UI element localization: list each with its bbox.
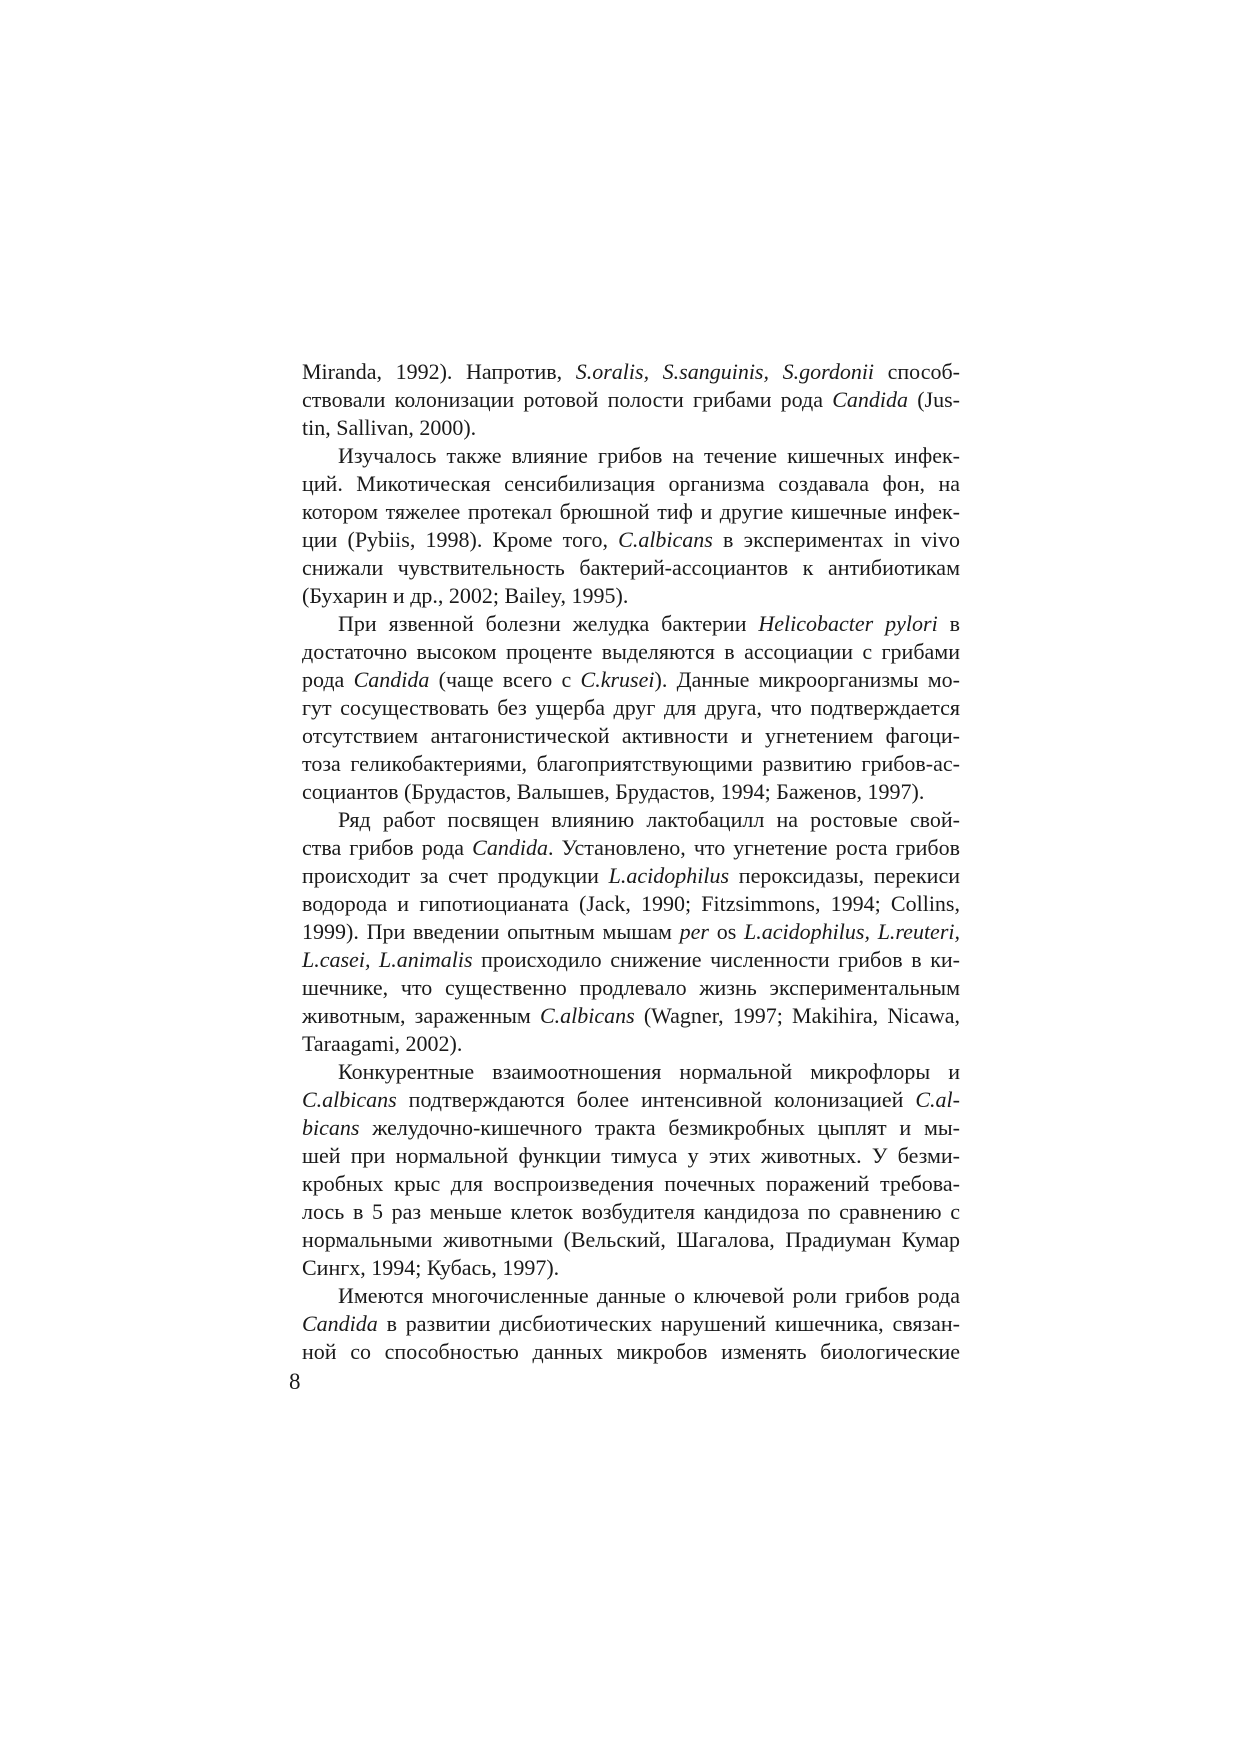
- text-line: ной со способностью данных микробов изменять биологические: [302, 1339, 960, 1364]
- text-line: происходит за счет продукции L.acidophilus пероксидазы, перекиси: [302, 863, 960, 888]
- text-line: шей при нормальной функции тимуса у этих животных. У безми-: [302, 1143, 960, 1168]
- text-line: Конкурентные взаимоотношения нормальной микрофлоры и: [338, 1059, 960, 1084]
- text-line: При язвенной болезни желудка бактерии Helicobacter pylori в: [338, 611, 960, 636]
- text-line: 1999). При введении опытным мышам per os L.acidophilus, L.reuteri,: [302, 919, 960, 944]
- page-body-text: [302, 358, 960, 1366]
- text-line: котором тяжелее протекал брюшной тиф и другие кишечные инфек-: [302, 499, 960, 524]
- text-line: кробных крыс для воспроизведения почечных поражений требова-: [302, 1171, 960, 1196]
- text-line: социантов (Брудастов, Валышев, Брудастов, 1994; Баженов, 1997).: [302, 779, 925, 804]
- text-line: отсутствием антагонистической активности и угнетением фагоци-: [302, 723, 960, 748]
- text-line: tin, Sallivan, 2000).: [302, 415, 477, 440]
- text-line: ства грибов рода Candida. Установлено, что угнетение роста грибов: [302, 835, 960, 860]
- text-line: (Бухарин и др., 2002; Bailey, 1995).: [302, 583, 629, 608]
- text-line: лось в 5 раз меньше клеток возбудителя кандидоза по сравнению с: [302, 1199, 960, 1224]
- text-line: животным, зараженным C.albicans (Wagner, 1997; Makihira, Nicawa,: [302, 1003, 960, 1028]
- text-line: Сингх, 1994; Кубась, 1997).: [302, 1255, 560, 1280]
- text-line: ции (Pybiis, 1998). Кроме того, C.albicans в экспериментах in vivo: [302, 527, 960, 552]
- text-line: Taraagami, 2002).: [302, 1031, 463, 1056]
- text-line: гут сосуществовать без ущерба друг для друга, что подтверждается: [302, 695, 960, 720]
- text-line: Имеются многочисленные данные о ключевой роли грибов рода: [338, 1283, 960, 1308]
- text-line: достаточно высоком проценте выделяются в ассоциации с грибами: [302, 639, 960, 664]
- text-line: bicans желудочно-кишечного тракта безмикробных цыплят и мы-: [302, 1115, 960, 1140]
- text-line: нормальными животными (Вельский, Шагалова, Прадиуман Кумар: [302, 1227, 960, 1252]
- text-line: шечнике, что существенно продлевало жизнь экспериментальным: [302, 975, 960, 1000]
- text-line: Candida в развитии дисбиотических нарушений кишечника, связан-: [302, 1311, 960, 1336]
- page-number: 8: [289, 1369, 301, 1394]
- text-line: L.casei, L.animalis происходило снижение численности грибов в ки-: [302, 947, 960, 972]
- text-line: водорода и гипотиоцианата (Jack, 1990; Fitzsimmons, 1994; Collins,: [302, 891, 960, 916]
- text-line: снижали чувствительность бактерий-ассоциантов к антибиотикам: [302, 555, 960, 580]
- text-line: Изучалось также влияние грибов на течение кишечных инфек-: [338, 443, 960, 468]
- text-line: рода Candida (чаще всего с C.krusei). Данные микроорганизмы мо-: [302, 667, 960, 692]
- text-line: ций. Микотическая сенсибилизация организма создавала фон, на: [302, 471, 960, 496]
- text-line: Ряд работ посвящен влиянию лактобацилл на ростовые свой-: [338, 807, 960, 832]
- text-line: ствовали колонизации ротовой полости грибами рода Candida (Jus-: [302, 387, 960, 412]
- text-line: Miranda, 1992). Напротив, S.oralis, S.sanguinis, S.gordonii способ-: [302, 359, 960, 384]
- text-line: тоза геликобактериями, благоприятствующими развитию грибов-ас-: [302, 751, 960, 776]
- text-line: C.albicans подтверждаются более интенсивной колонизацией C.al-: [302, 1087, 960, 1112]
